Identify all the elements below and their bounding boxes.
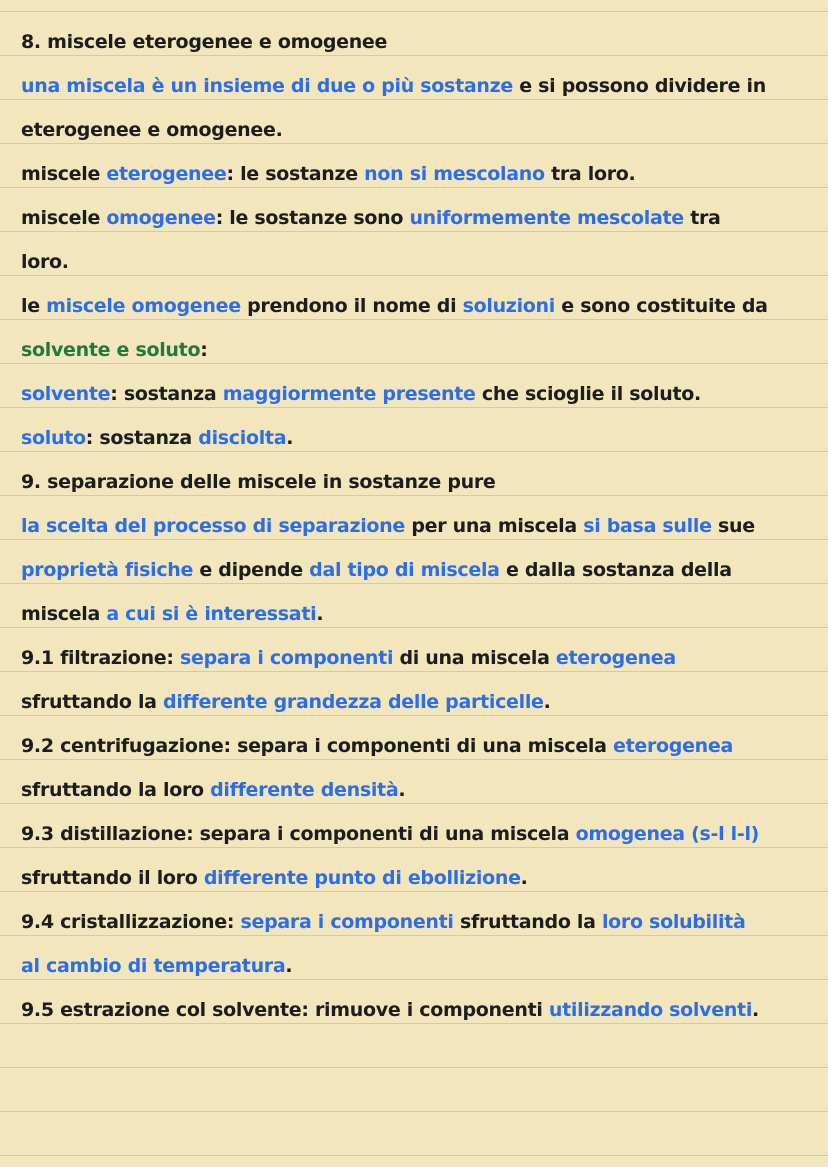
text-segment: eterogenea — [555, 647, 676, 669]
text-segment: miscele omogenee — [46, 295, 241, 317]
text-segment: eterogenee e omogenee. — [21, 119, 283, 141]
text-segment: sfruttando la loro — [21, 779, 211, 801]
text-segment: che scioglie il soluto. — [475, 383, 701, 405]
text-segment: e si possono dividere in — [512, 75, 766, 97]
text-segment: separa i componenti — [180, 647, 394, 669]
note-line-6 — [21, 240, 814, 284]
text-segment: omogenee — [106, 207, 216, 229]
text-segment: 9. separazione delle miscele in sostanze pure — [21, 471, 496, 493]
text-segment: e dipende — [193, 559, 310, 581]
note-line-19 — [21, 812, 814, 856]
note-line-16 — [21, 680, 814, 724]
text-segment: la scelta del processo di separazione — [21, 515, 405, 537]
text-segment: tra loro. — [544, 163, 636, 185]
note-line-22 — [21, 944, 814, 988]
text-segment: miscela — [21, 603, 107, 625]
note-line-20 — [21, 856, 814, 900]
note-line-23 — [21, 988, 814, 1032]
text-segment: si basa sulle — [583, 515, 712, 537]
text-segment: . — [285, 955, 293, 977]
text-segment: eterogenea — [612, 735, 733, 757]
note-line-17 — [21, 724, 814, 768]
text-segment: e dalla sostanza della — [499, 559, 732, 581]
text-segment: 9.2 centrifugazione: separa i componenti di una miscela — [21, 735, 613, 757]
text-segment: a cui si è interessati — [106, 603, 317, 625]
text-segment: sfruttando la — [453, 911, 602, 933]
text-segment: 9.4 cristallizzazione: — [21, 911, 241, 933]
text-segment: solvente e soluto — [21, 339, 201, 361]
note-line-8 — [21, 328, 814, 372]
text-segment: per una miscela — [405, 515, 584, 537]
note-line-11 — [21, 460, 814, 504]
text-segment: sue — [711, 515, 755, 537]
text-segment: sfruttando la — [21, 691, 164, 713]
note-line-5 — [21, 196, 814, 240]
text-segment: 8. miscele eterogenee e omogenee — [21, 31, 388, 53]
text-segment: separa i componenti — [240, 911, 454, 933]
note-line-9 — [21, 372, 814, 416]
text-segment: . — [398, 779, 406, 801]
text-segment: prendono il nome di — [240, 295, 463, 317]
text-segment: dal tipo di miscela — [309, 559, 500, 581]
note-line-1 — [21, 20, 814, 64]
text-segment: 9.5 estrazione col solvente: rimuove i componenti — [21, 999, 549, 1021]
text-segment: 9.1 filtrazione: — [21, 647, 180, 669]
text-segment: 9.3 distillazione: separa i componenti di una miscela — [21, 823, 576, 845]
note-line-14 — [21, 592, 814, 636]
text-segment: maggiormente presente — [222, 383, 476, 405]
text-segment: . — [316, 603, 324, 625]
text-segment: soluzioni — [462, 295, 555, 317]
text-segment: : — [200, 339, 208, 361]
text-segment: loro. — [21, 251, 69, 273]
text-segment: di una miscela — [393, 647, 556, 669]
note-line-21 — [21, 900, 814, 944]
note-line-13 — [21, 548, 814, 592]
text-segment: differente densità — [210, 779, 399, 801]
note-line-12 — [21, 504, 814, 548]
text-segment: . — [543, 691, 551, 713]
text-segment: : sostanza — [110, 383, 223, 405]
text-segment: al cambio di temperatura — [21, 955, 286, 977]
text-segment: miscele — [21, 207, 107, 229]
text-segment: differente grandezza delle particelle — [163, 691, 544, 713]
note-line-7 — [21, 284, 814, 328]
text-segment: tra — [683, 207, 721, 229]
note-line-3 — [21, 108, 814, 152]
text-segment: sfruttando il loro — [21, 867, 204, 889]
text-segment: : sostanza — [85, 427, 199, 449]
note-line-15 — [21, 636, 814, 680]
text-segment: non si mescolano — [364, 163, 545, 185]
text-segment: utilizzando solventi — [548, 999, 753, 1021]
text-segment: solvente — [21, 383, 111, 405]
text-segment: soluto — [21, 427, 86, 449]
text-segment: : le sostanze sono — [215, 207, 410, 229]
text-segment: disciolta — [198, 427, 287, 449]
note-line-10 — [21, 416, 814, 460]
text-segment: loro solubilità — [601, 911, 746, 933]
text-segment: proprietà fisiche — [21, 559, 194, 581]
text-segment: omogenea (s-l l-l) — [575, 823, 760, 845]
text-segment: le — [21, 295, 47, 317]
text-segment: miscele — [21, 163, 107, 185]
text-segment: . — [520, 867, 528, 889]
note-line-18 — [21, 768, 814, 812]
text-segment: . — [752, 999, 759, 1021]
note-line-4 — [21, 152, 814, 196]
text-segment: : le sostanze — [226, 163, 365, 185]
text-segment: e sono costituite da — [554, 295, 768, 317]
text-segment: uniformemente mescolate — [409, 207, 684, 229]
text-segment: una miscela è un insieme di due o più sostanze — [21, 75, 513, 97]
text-segment: eterogenee — [106, 163, 227, 185]
text-segment: . — [286, 427, 294, 449]
text-segment: differente punto di ebollizione — [203, 867, 521, 889]
note-line-2 — [21, 64, 814, 108]
